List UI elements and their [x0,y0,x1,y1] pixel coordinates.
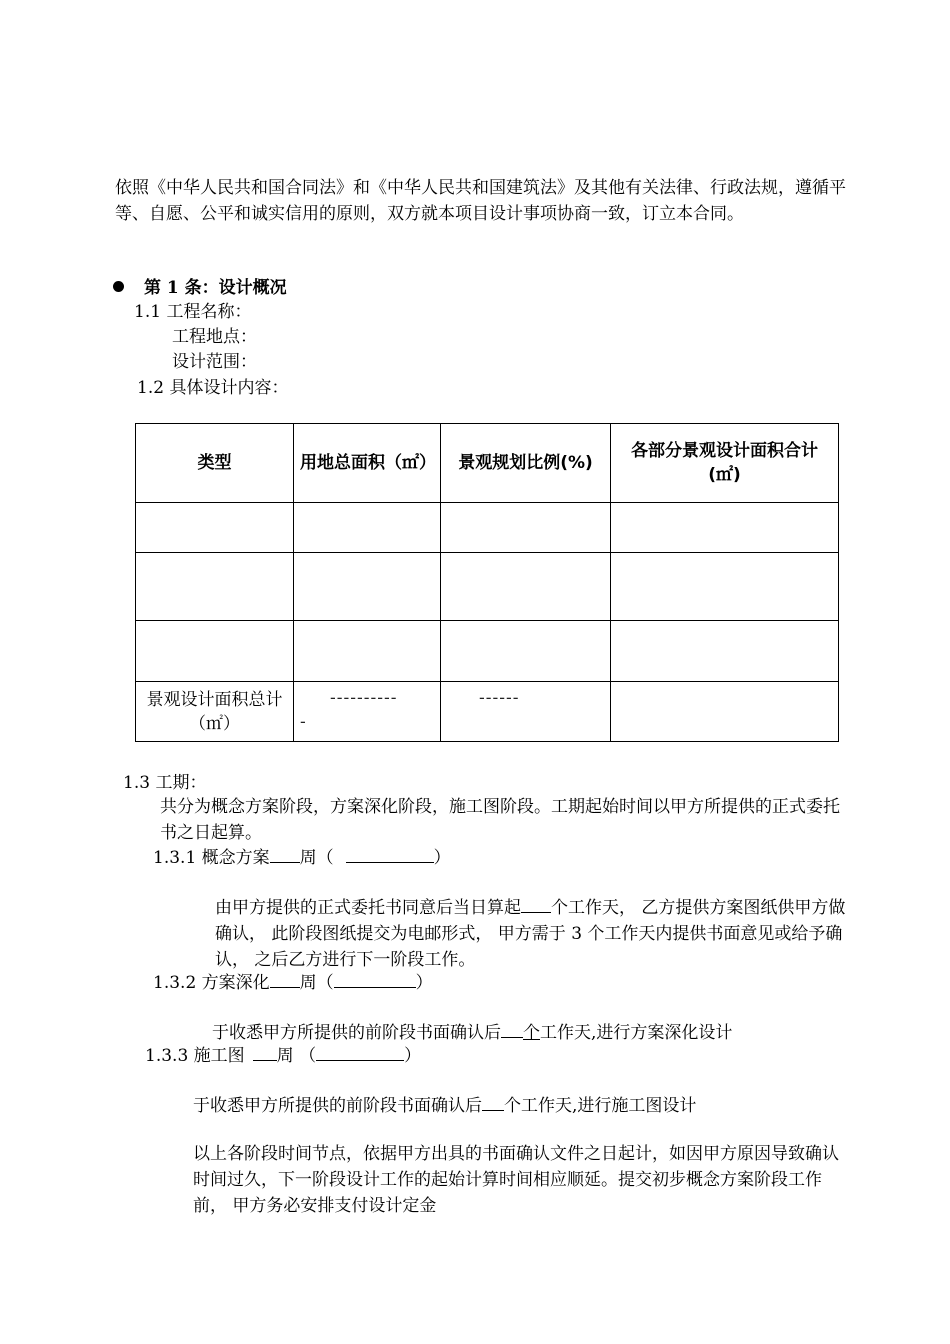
refinement-blank-char: 个 [523,1023,540,1043]
table-row [136,621,839,682]
table-total-row [136,682,839,742]
concept-label: 1.3.1 概念方案 [153,848,270,868]
construction-desc-a: 于收悉甲方所提供的前阶段书面确认后 [193,1096,482,1116]
header-total-land-area: 用地总面积（㎡） [294,424,441,503]
refinement-unit: 周（ [299,973,334,993]
construction-description [193,1093,696,1118]
refinement-dates-blank [334,970,416,988]
concept-desc-b: 个工作天， 乙方提供方案图纸供甲方做确认， 此阶段图纸提交为电邮形式， 甲方需于 3 个工作天内提供书面意见或给予确认， 之后乙方进行下一阶段工作。 [215,898,846,970]
construction-weeks-blank [253,1043,277,1061]
section-1-3-2-refinement [153,970,433,995]
dash-line: ------ [479,688,520,708]
table-cell [294,621,441,682]
concept-dates-blank [346,845,434,863]
concept-close: ） [433,848,451,868]
table-cell [611,621,839,682]
refinement-desc-a: 于收悉甲方所提供的前阶段书面确认后 [212,1023,501,1043]
design-content-table [135,423,839,742]
concept-desc-a: 由甲方提供的正式委托书同意后当日算起 [215,898,521,918]
table-cell [136,503,294,553]
table-cell [136,621,294,682]
construction-desc-b: 个工作天,进行施工图设计 [504,1096,697,1116]
table-cell [441,553,611,621]
concept-description [215,895,860,973]
construction-label: 1.3.3 施工图 [145,1046,245,1066]
concept-unit: 周（ [299,848,334,868]
concept-weeks-blank [270,845,300,863]
construction-close: ） [404,1046,422,1066]
total-ratio-dashes [441,682,611,742]
table-cell [611,682,839,742]
bullet-icon [113,281,124,292]
table-row [136,553,839,621]
table-cell [611,503,839,553]
refinement-desc-b: 工作天,进行方案深化设计 [540,1023,733,1043]
total-land-area-dashes [294,682,441,742]
table-cell [441,621,611,682]
refinement-label: 1.3.2 方案深化 [153,973,270,993]
section-1-2-design-content: 1.2 具体设计内容： [137,378,289,398]
table-row [136,503,839,553]
header-landscape-ratio: 景观规划比例(%) [441,424,611,503]
dash-line-tail: - [300,712,307,732]
construction-dates-blank [316,1043,404,1061]
table-header-row [136,424,839,503]
refinement-close: ） [415,973,433,993]
refinement-weeks-blank [270,970,300,988]
table-cell [611,553,839,621]
contract-intro: 依照《中华人民共和国合同法》和《中华人民共和国建筑法》及其他有关法律、行政法规，遵循平等、自愿、公平和诚实信用的原则，双方就本项目设计事项协商一致，订立本合同。 [115,178,846,224]
article-1-title: 第 1 条：设计概况 [144,278,287,298]
header-type: 类型 [136,424,294,503]
schedule-overview: 共分为概念方案阶段，方案深化阶段，施工图阶段。工期起始时间以甲方所提供的正式委托书之日起算。 [160,797,840,843]
total-label-cell: 景观设计面积总计（㎡） [136,682,294,742]
project-location-label: 工程地点： [172,327,257,347]
header-landscape-area-sum: 各部分景观设计面积合计(㎡) [611,424,839,503]
dash-line: ---------- [330,688,398,708]
schedule-closing-note: 以上各阶段时间节点，依据甲方出具的书面确认文件之日起计，如因甲方原因导致确认时间过久，下一阶段设计工作的起始计算时间相应顺延。提交初步概念方案阶段工作前， 甲方务必安排支付设计定金 [193,1144,839,1216]
table-cell [136,553,294,621]
construction-unit: 周 （ [276,1046,317,1066]
design-scope-label: 设计范围： [172,352,257,372]
section-1-1-project-name: 1.1 工程名称： [134,302,252,322]
table-cell [441,503,611,553]
concept-days-blank [521,895,551,913]
table-cell [294,553,441,621]
section-1-3-3-construction [145,1043,421,1068]
table-cell [294,503,441,553]
construction-days-blank [482,1093,504,1111]
section-1-3-schedule: 1.3 工期： [123,773,207,793]
article-1-heading [113,276,287,300]
section-1-3-1-concept [153,845,451,870]
refinement-description [212,1020,732,1045]
